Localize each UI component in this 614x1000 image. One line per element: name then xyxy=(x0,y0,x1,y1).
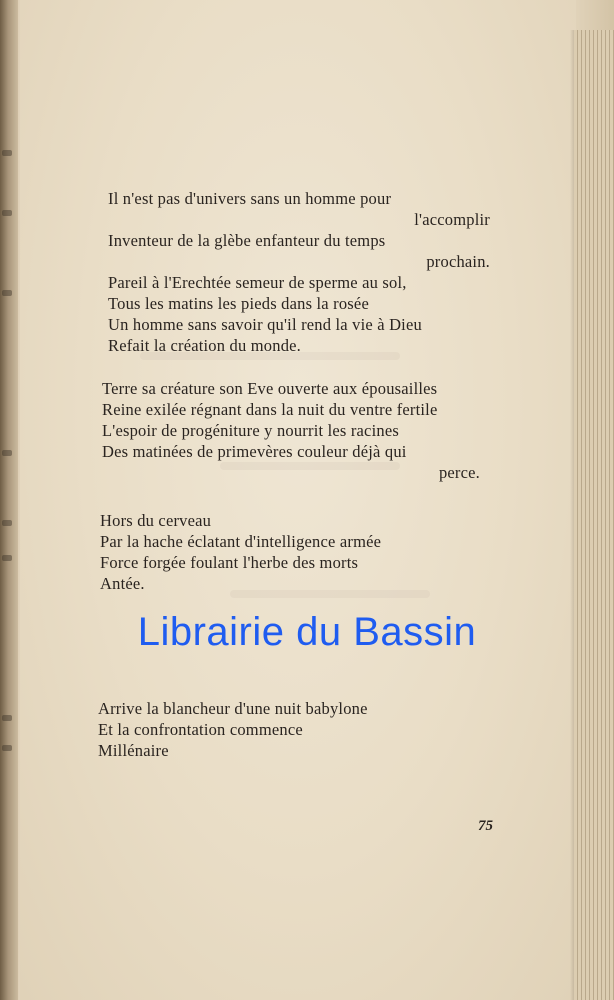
facing-page-print xyxy=(2,210,12,216)
verse-line: Terre sa créature son Eve ouverte aux épousailles xyxy=(102,379,438,398)
fanned-page-edges xyxy=(574,30,614,1000)
verse-line: l'accomplir xyxy=(414,210,490,229)
verse-line: Antée. xyxy=(100,574,145,593)
verse-line: prochain. xyxy=(426,252,490,271)
verse-line: Refait la création du monde. xyxy=(108,336,301,355)
stanza-2 xyxy=(102,378,480,483)
verse-line: Millénaire xyxy=(98,741,169,760)
facing-page-print xyxy=(2,520,12,526)
verse-line: Des matinées de primevères couleur déjà qui xyxy=(102,442,407,461)
facing-page-print xyxy=(2,715,12,721)
verse-line: Un homme sans savoir qu'il rend la vie à Dieu xyxy=(108,315,422,334)
verse-line: Inventeur de la glèbe enfanteur du temps xyxy=(108,231,386,250)
verse-line: Pareil à l'Erechtée semeur de sperme au sol, xyxy=(108,273,407,292)
book-page xyxy=(20,0,576,1000)
verse-line: Force forgée foulant l'herbe des morts xyxy=(100,553,359,572)
verse-line: perce. xyxy=(438,463,480,482)
facing-page-print xyxy=(2,290,12,296)
facing-page-print xyxy=(2,555,12,561)
stanza-4 xyxy=(98,698,458,761)
facing-page-edge xyxy=(0,0,18,1000)
verse-line: Arrive la blancheur d'une nuit babylone xyxy=(98,699,368,718)
verse-line: Tous les matins les pieds dans la rosée xyxy=(108,294,369,313)
stanza-1 xyxy=(108,188,490,356)
verse-line: Et la confrontation commence xyxy=(98,720,303,739)
verse-line: L'espoir de progéniture y nourrit les racines xyxy=(102,421,399,440)
facing-page-print xyxy=(2,745,12,751)
facing-page-print xyxy=(2,150,12,156)
verse-line: Hors du cerveau xyxy=(100,511,212,530)
watermark-text: Librairie du Bassin xyxy=(137,610,477,654)
verse-line: Reine exilée régnant dans la nuit du ventre fertile xyxy=(102,400,438,419)
facing-page-print xyxy=(2,450,12,456)
page-number: 75 xyxy=(478,818,493,834)
stanza-3 xyxy=(100,510,460,594)
verse-line: Par la hache éclatant d'intelligence armée xyxy=(100,532,382,551)
verse-line: Il n'est pas d'univers sans un homme pour xyxy=(108,189,392,208)
